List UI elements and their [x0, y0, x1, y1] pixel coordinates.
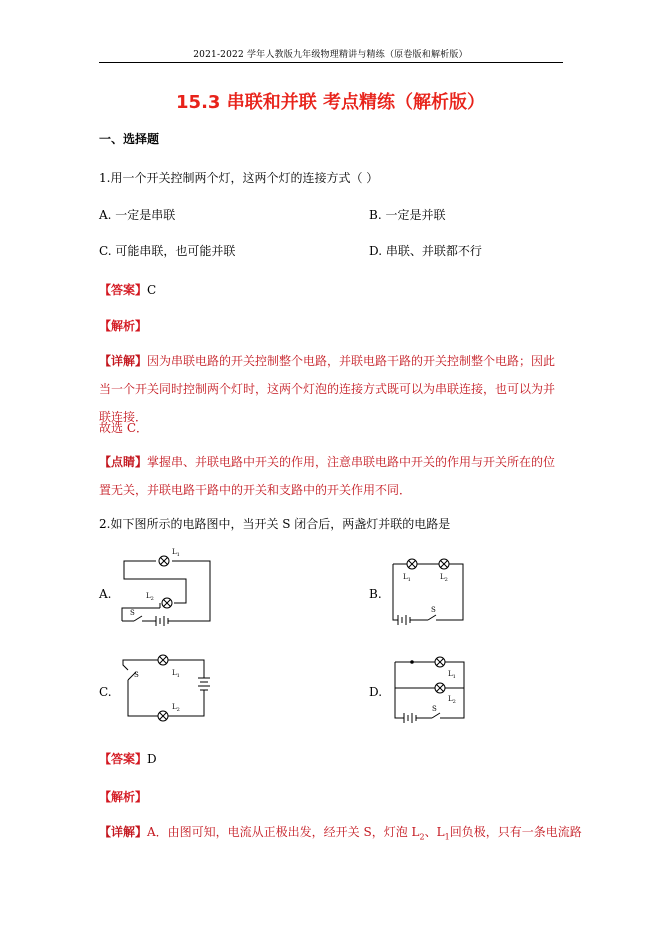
label-s: S	[130, 609, 135, 617]
q1-answer-line	[99, 282, 156, 298]
q1-analysis-tag: 【解析】	[99, 319, 148, 333]
q2-option-c: C.	[99, 685, 112, 699]
answer-value: D	[147, 752, 157, 766]
circuit-diagram-b	[390, 556, 470, 628]
lamp-l2	[435, 683, 445, 693]
header-rule	[99, 62, 563, 63]
answer-tag: 【答案】	[99, 752, 148, 766]
detail-tag: 【详解】	[99, 354, 148, 368]
label-l1: $L_1$	[172, 548, 180, 558]
circuit-diagram-a	[116, 548, 216, 632]
question-1-stem: 1.用一个开关控制两个灯，这两个灯的连接方式（ ）	[99, 171, 379, 185]
q1-conclusion: 故选 C．	[99, 421, 148, 435]
q2-option-a: A.	[99, 587, 112, 601]
label-s: S	[431, 606, 436, 614]
page-title: 15.3 串联和并联 考点精练（解析版）	[176, 92, 485, 113]
tip-tag: 【点睛】	[99, 455, 148, 469]
label-l2: $L_2$	[440, 573, 448, 583]
running-header: 2021-2022 学年人教版九年级物理精讲与精练（原卷版和解析版）	[193, 50, 468, 60]
label-s: S	[134, 671, 139, 679]
tip-text: 掌握串、并联电路中开关的作用，注意串联电路中开关的作用与开关所在的位置无关，并联电路干路中的开关和支路中的开关作用不同．	[99, 455, 556, 497]
q2-answer-line	[99, 751, 157, 767]
q1-tip-paragraph	[99, 448, 561, 504]
detail-text-a: A．由图可知，电流从正极出发，经开关 S，灯泡 L	[147, 825, 420, 839]
circuit-diagram-c	[118, 652, 218, 724]
lamp-l1	[158, 655, 168, 665]
q1-option-c: C. 可能串联，也可能并联	[99, 244, 236, 258]
label-s: S	[432, 705, 437, 713]
q2-detail-line	[99, 824, 582, 845]
lamp-l2	[158, 711, 168, 721]
answer-tag: 【答案】	[99, 283, 148, 297]
q1-detail-paragraph	[99, 347, 561, 431]
detail-text-c: 回负极，只有一条电流路	[449, 825, 582, 839]
subscript-1: 1	[444, 832, 450, 842]
lamp-l2	[439, 559, 449, 569]
circuit-diagram-d	[392, 654, 472, 726]
lamp-l1	[435, 657, 445, 667]
detail-tag: 【详解】	[99, 825, 148, 839]
q1-option-b: B. 一定是并联	[369, 208, 446, 222]
q2-analysis-tag: 【解析】	[99, 790, 148, 804]
section-heading: 一、选择题	[99, 132, 160, 146]
junction-dot	[410, 660, 414, 664]
question-2-stem: 2.如下图所示的电路图中，当开关 S 闭合后，两盏灯并联的电路是	[99, 517, 451, 531]
q1-option-a: A. 一定是串联	[99, 208, 176, 222]
lamp-l1	[407, 559, 417, 569]
q2-option-b: B.	[369, 587, 382, 601]
lamp-l2	[162, 598, 172, 608]
lamp-l1	[159, 556, 169, 566]
label-l2: $L_2$	[146, 592, 154, 602]
q2-option-d: D.	[369, 685, 383, 699]
q1-option-d: D. 串联、并联都不行	[369, 244, 482, 258]
label-l2: $L_2$	[172, 703, 180, 713]
label-l2: $L_2$	[448, 695, 456, 705]
subscript-2: 2	[419, 832, 425, 842]
label-l1: $L_1$	[172, 669, 180, 679]
detail-text-b: 、L	[424, 825, 445, 839]
label-l1: $L_1$	[403, 573, 411, 583]
label-l1: $L_1$	[448, 670, 456, 680]
answer-value: C	[147, 283, 157, 297]
detail-text: 因为串联电路的开关控制整个电路，并联电路干路的开关控制整个电路；因此当一个开关同时控制两个灯时，这两个灯泡的连接方式既可以为串联连接，也可以为并联连接．	[99, 354, 556, 424]
